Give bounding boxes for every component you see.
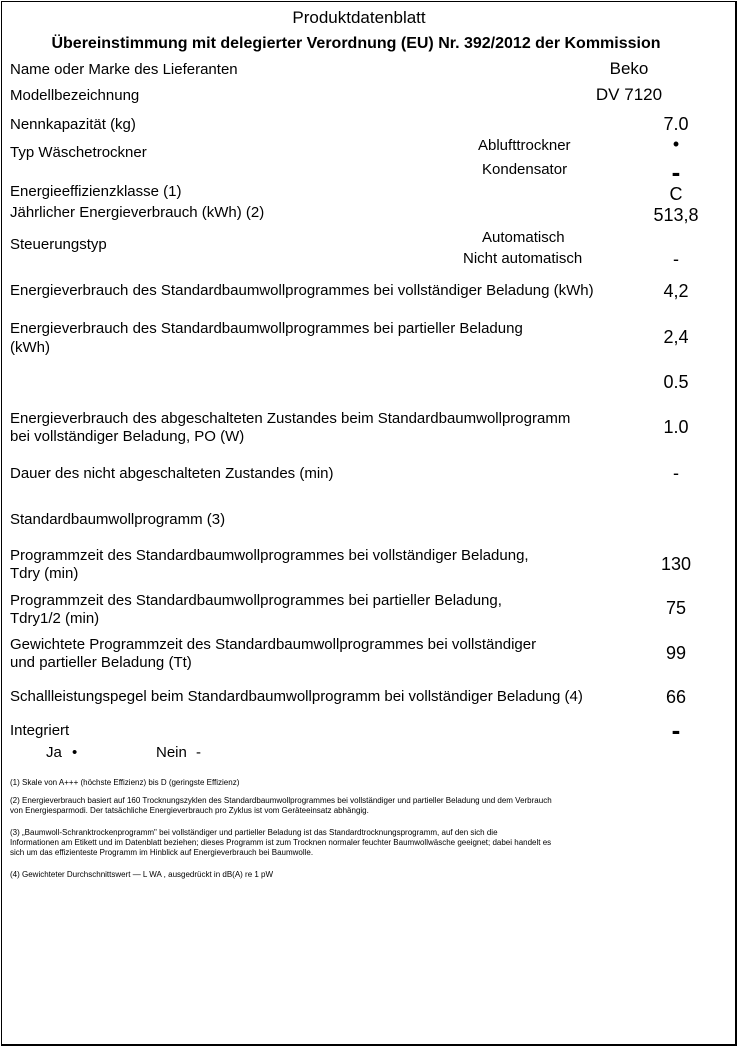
dryer-type-label: Typ Wäschetrockner (10, 144, 147, 161)
efficiency-value: C (669, 184, 683, 204)
partial-load-value: 2,4 (663, 327, 689, 347)
supplier-value: Beko (609, 59, 649, 78)
supplier-label: Name oder Marke des Lieferanten (10, 61, 238, 78)
control-auto-label: Automatisch (482, 229, 565, 246)
partial-load-label-line2: (kWh) (10, 339, 50, 356)
left-on-label: Dauer des nicht abgeschalteten Zustandes (min) (10, 465, 334, 482)
tdry-half-value: 75 (665, 598, 687, 618)
weighted-time-value: 99 (665, 643, 687, 663)
model-label: Modellbezeichnung (10, 87, 140, 104)
capacity-label: Nennkapazität (kg) (10, 116, 136, 133)
standard-program-label: Standardbaumwollprogramm (3) (10, 511, 226, 528)
page-title: Produktdatenblatt (292, 8, 426, 27)
off-mode-label-line1: Energieverbrauch des abgeschalteten Zustandes beim Standardbaumwollprogramm (10, 410, 571, 427)
capacity-value: 7.0 (663, 114, 689, 134)
footnote-3-line3: sich um das effizienteste Programm im Hinblick auf Energieverbrauch bei Baumwolle. (10, 848, 314, 857)
weighted-time-label-line1: Gewichtete Programmzeit des Standardbaumwollprogrammes bei vollständiger (10, 636, 537, 653)
off-mode-label-line2: bei vollständiger Beladung, PO (W) (10, 428, 245, 445)
yes-mark: • (72, 744, 78, 761)
page-subtitle: Übereinstimmung mit delegierter Verordnung (EU) Nr. 392/2012 der Kommission (51, 35, 661, 52)
tdry-label-line1: Programmzeit des Standardbaumwollprogrammes bei vollständiger Beladung, (10, 547, 529, 564)
left-on-value: - (673, 463, 679, 483)
footnote-3-line1: (3) „Baumwoll-Schranktrockenprogramm" bei vollständiger und partieller Beladung ist das Standardtrocknungsprogramm, auf den sich die (10, 828, 498, 837)
integrated-label: Integriert (10, 722, 70, 739)
exhaust-value: • (672, 134, 680, 154)
no-label: Nein (156, 744, 187, 761)
footnote-2-line1: (2) Energieverbrauch basiert auf 160 Trocknungszyklen des Standardbaumwollprogrammes bei vollständiger und partieller Beladung und dem Verbrauch (10, 796, 552, 805)
noise-label: Schallleistungspegel beim Standardbaumwollprogramm bei vollständiger Beladung (4) (10, 688, 583, 705)
control-nonauto-value: - (673, 249, 679, 269)
condenser-value: - (671, 157, 681, 187)
footnote-3-line2: Informationen am Etikett und im Datenblatt beziehen; dieses Programm ist zum Trocknen normaler feuchter Baumwollwäsche geeignet; dabei handelt es (10, 838, 552, 847)
annual-consumption-value: 513,8 (653, 205, 699, 225)
efficiency-label: Energieeffizienzklasse (1) (10, 183, 182, 200)
footnote-1: (1) Skale von A+++ (höchste Effizienz) bis D (geringste Effizienz) (10, 778, 240, 787)
tdry-half-label-line2: Tdry1/2 (min) (10, 610, 100, 627)
condenser-label: Kondensator (482, 161, 568, 178)
integrated-value: - (671, 715, 681, 745)
tdry-label-line2: Tdry (min) (10, 565, 79, 582)
weighted-time-label-line2: und partieller Beladung (Tt) (10, 654, 192, 671)
footnote-4: (4) Gewichteter Durchschnittswert — L WA , ausgedrückt in dB(A) re 1 pW (10, 870, 274, 879)
tdry-half-label-line1: Programmzeit des Standardbaumwollprogrammes bei partieller Beladung, (10, 592, 502, 609)
unlabeled-value: 0.5 (663, 372, 689, 392)
tdry-value: 130 (660, 554, 692, 574)
control-nonauto-label: Nicht automatisch (463, 250, 583, 267)
off-mode-value: 1.0 (663, 417, 689, 437)
exhaust-label: Ablufttrockner (478, 137, 571, 154)
partial-load-label-line1: Energieverbrauch des Standardbaumwollprogrammes bei partieller Beladung (10, 320, 523, 337)
full-load-value: 4,2 (663, 281, 689, 301)
footnote-2-line2: von Energiesparmodi. Der tatsächliche Energieverbrauch pro Zyklus ist vom Geräteeinsatz abhängig. (10, 806, 369, 815)
model-value: DV 7120 (595, 85, 663, 104)
yes-label: Ja (46, 744, 62, 761)
no-mark: - (196, 744, 201, 761)
noise-value: 66 (665, 687, 687, 707)
annual-consumption-label: Jährlicher Energieverbrauch (kWh) (2) (10, 204, 265, 221)
full-load-label: Energieverbrauch des Standardbaumwollprogrammes bei vollständiger Beladung (kWh) (10, 282, 594, 299)
control-type-label: Steuerungstyp (10, 236, 107, 253)
